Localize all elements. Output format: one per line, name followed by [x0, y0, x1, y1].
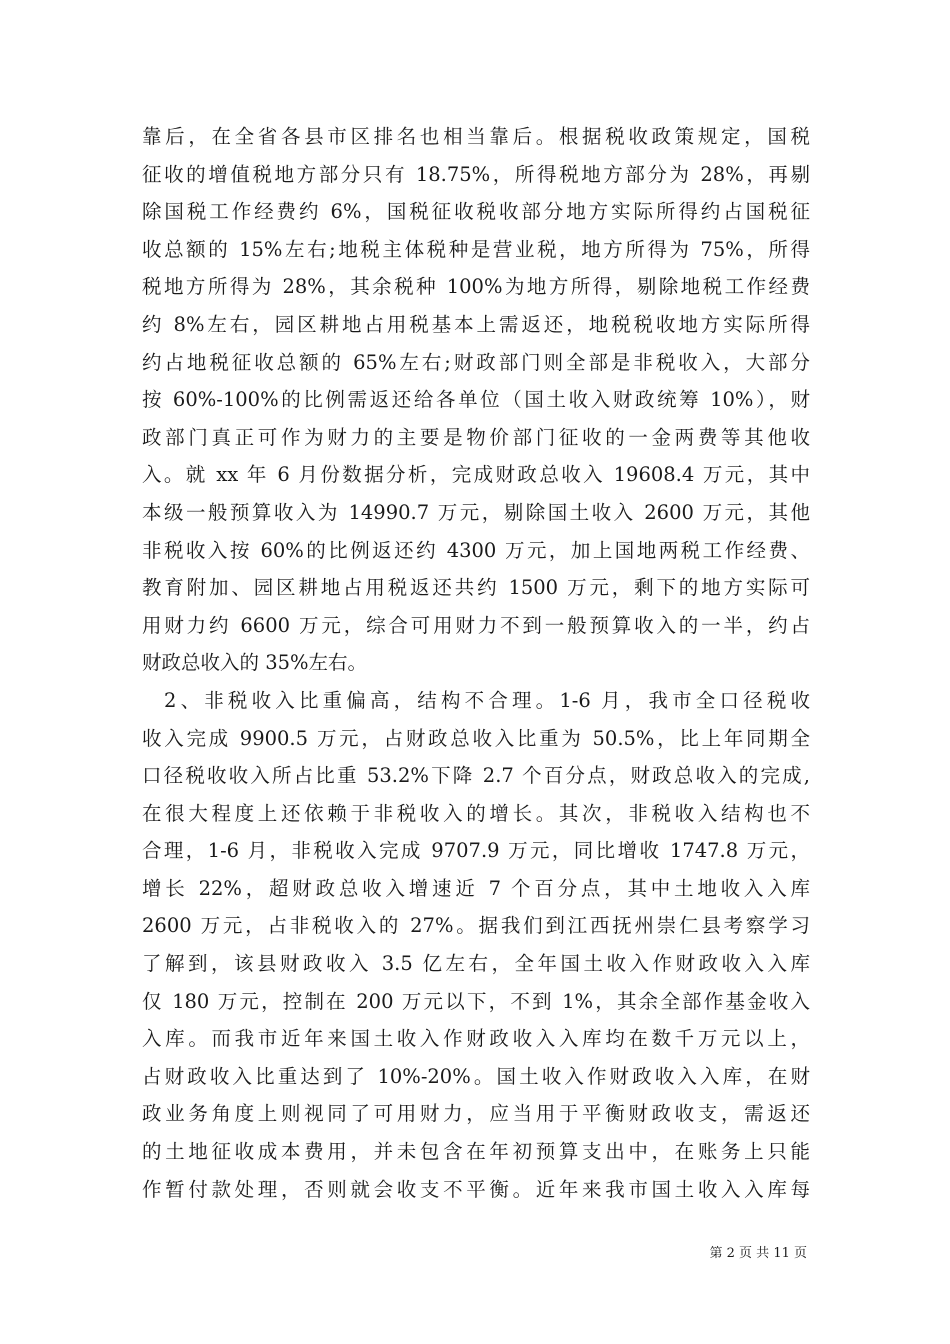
- text-line: 靠后，在全省各县市区排名也相当靠后。根据税收政策规定，国税: [142, 125, 810, 148]
- text-line: 征收的增值税地方部分只有 18.75%，所得税地方部分为 28%，再剔: [142, 162, 810, 186]
- text-line: 占财政收入比重达到了 10%-20%。国土收入作财政收入入库，在财: [142, 1064, 810, 1088]
- text-line: 教育附加、园区耕地占用税返还共约 1500 万元，剩下的地方实际可: [142, 576, 810, 600]
- text-line: 口径税收收入所占比重 53.2%下降 2.7 个百分点，财政总收入的完成,: [142, 764, 810, 788]
- text-line: 了解到，该县财政收入 3.5 亿左右，全年国土收入作财政收入入库: [142, 952, 810, 976]
- text-line: 除国税工作经费约 6%，国税征收税收部分地方实际所得约占国税征: [142, 200, 810, 224]
- text-line: 政业务角度上则视同了可用财力，应当用于平衡财政收支，需返还: [142, 1102, 810, 1126]
- text-line: 入库。而我市近年来国土收入作财政收入入库均在数千万元以上，: [142, 1027, 810, 1051]
- paragraph-1: [142, 118, 810, 682]
- paragraph-2: [142, 682, 810, 1208]
- text-line: 约占地税征收总额的 65%左右;财政部门则全部是非税收入，大部分: [142, 350, 810, 374]
- text-line: 2600 万元，占非税收入的 27%。据我们到江西抚州崇仁县考察学习: [142, 914, 810, 938]
- text-line: 用财力约 6600 万元，综合可用财力不到一般预算收入的一半，约占: [142, 613, 810, 637]
- page-number-label: 第 2 页 共 11 页: [709, 1246, 807, 1261]
- text-line: 政部门真正可作为财力的主要是物价部门征收的一金两费等其他收: [142, 425, 810, 449]
- text-line: 收入完成 9900.5 万元，占财政总收入比重为 50.5%，比上年同期全: [142, 726, 810, 750]
- document-body: [142, 118, 810, 1208]
- text-line: 入。就 xx 年 6 月份数据分析，完成财政总收入 19608.4 万元，其中: [142, 463, 810, 487]
- text-line: 非税收入按 60%的比例返还约 4300 万元，加上国地两税工作经费、: [142, 538, 810, 562]
- text-line: 增长 22%，超财政总收入增速近 7 个百分点，其中土地收入入库: [142, 876, 810, 900]
- text-line: 的土地征收成本费用，并未包含在年初预算支出中，在账务上只能: [142, 1140, 810, 1164]
- text-line: 合理，1-6 月，非税收入完成 9707.9 万元，同比增收 1747.8 万元，: [142, 839, 810, 863]
- text-line: 收总额的 15%左右;地税主体税种是营业税，地方所得为 75%，所得: [142, 237, 810, 261]
- text-line: 2、非税收入比重偏高，结构不合理。1-6 月，我市全口径税收: [164, 688, 810, 712]
- text-line: 税地方所得为 28%，其余税种 100%为地方所得，剔除地税工作经费: [142, 275, 810, 299]
- text-line: 在很大程度上还依赖于非税收入的增长。其次，非税收入结构也不: [142, 801, 810, 825]
- text-line: 本级一般预算收入为 14990.7 万元，剔除国土收入 2600 万元，其他: [142, 500, 810, 524]
- text-line: 约 8%左右，园区耕地占用税基本上需返还，地税税收地方实际所得: [142, 312, 810, 336]
- text-line: 仅 180 万元，控制在 200 万元以下，不到 1%，其余全部作基金收入: [142, 989, 810, 1013]
- text-line: 作暂付款处理，否则就会收支不平衡。近年来我市国土收入入库每: [142, 1177, 810, 1201]
- text-line: 按 60%-100%的比例需返还给各单位（国土收入财政统筹 10%），财: [142, 388, 810, 412]
- text-line: 财政总收入的 35%左右。: [142, 651, 368, 675]
